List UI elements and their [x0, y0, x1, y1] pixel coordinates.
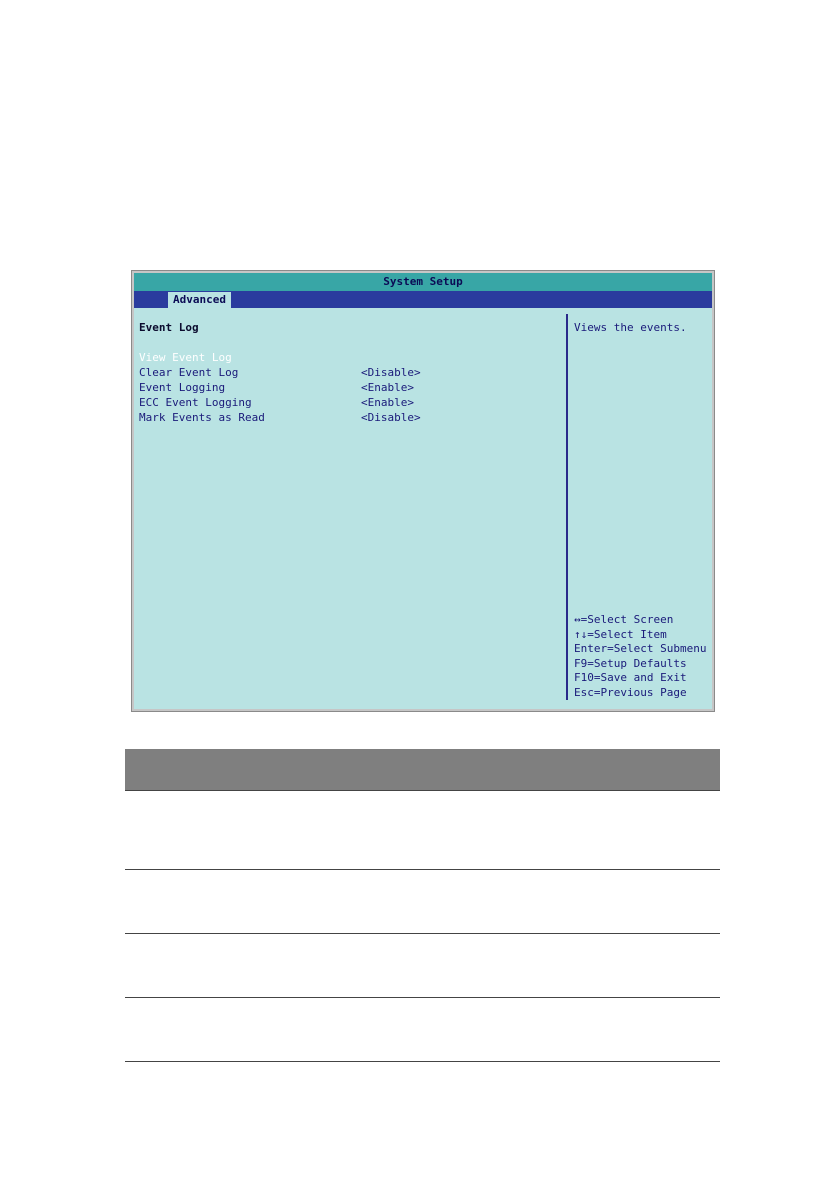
menu-item-label: Event Logging [139, 381, 226, 394]
menu-item-view-event-log[interactable] [139, 350, 559, 365]
key-hint-select-submenu: Enter=Select Submenu [574, 642, 707, 656]
key-hint-setup-defaults: F9=Setup Defaults [574, 656, 687, 670]
key-legend [574, 613, 706, 701]
menu-item-label: Mark Events as Read [139, 411, 265, 424]
table-row [125, 998, 720, 1061]
table-row [125, 934, 720, 997]
panel-divider [566, 314, 568, 700]
menu-item-value[interactable]: <Disable> [361, 366, 421, 379]
main-panel [134, 308, 566, 709]
menu-item-ecc-event-logging[interactable] [139, 395, 559, 410]
bios-screen [134, 273, 712, 709]
table-header [125, 749, 720, 790]
bios-screenshot [131, 270, 715, 712]
key-hint-previous-page: Esc=Previous Page [574, 685, 687, 699]
tab-bar [134, 291, 712, 308]
help-panel [574, 308, 712, 709]
menu-item-value[interactable]: <Enable> [361, 381, 414, 394]
menu-item-value[interactable]: <Disable> [361, 411, 421, 424]
menu-item-event-logging[interactable] [139, 380, 559, 395]
title-bar: System Setup [134, 273, 712, 291]
key-hint-select-screen: ↔=Select Screen [574, 613, 674, 626]
table-divider [125, 1061, 720, 1062]
table-row [125, 791, 720, 869]
section-title: Event Log [139, 321, 199, 334]
menu-item-label: View Event Log [139, 351, 232, 364]
help-text: Views the events. [574, 321, 687, 334]
menu-list [139, 350, 559, 425]
tab-advanced[interactable]: Advanced [168, 292, 231, 308]
key-hint-save-exit: F10=Save and Exit [574, 671, 687, 685]
menu-item-label: ECC Event Logging [139, 396, 252, 409]
menu-item-value[interactable]: <Enable> [361, 396, 414, 409]
key-hint-select-item: ↑↓=Select Item [574, 627, 667, 641]
menu-item-label: Clear Event Log [139, 366, 239, 379]
menu-item-clear-event-log[interactable] [139, 365, 559, 380]
menu-item-mark-events-as-read[interactable] [139, 410, 559, 425]
table-row [125, 870, 720, 933]
